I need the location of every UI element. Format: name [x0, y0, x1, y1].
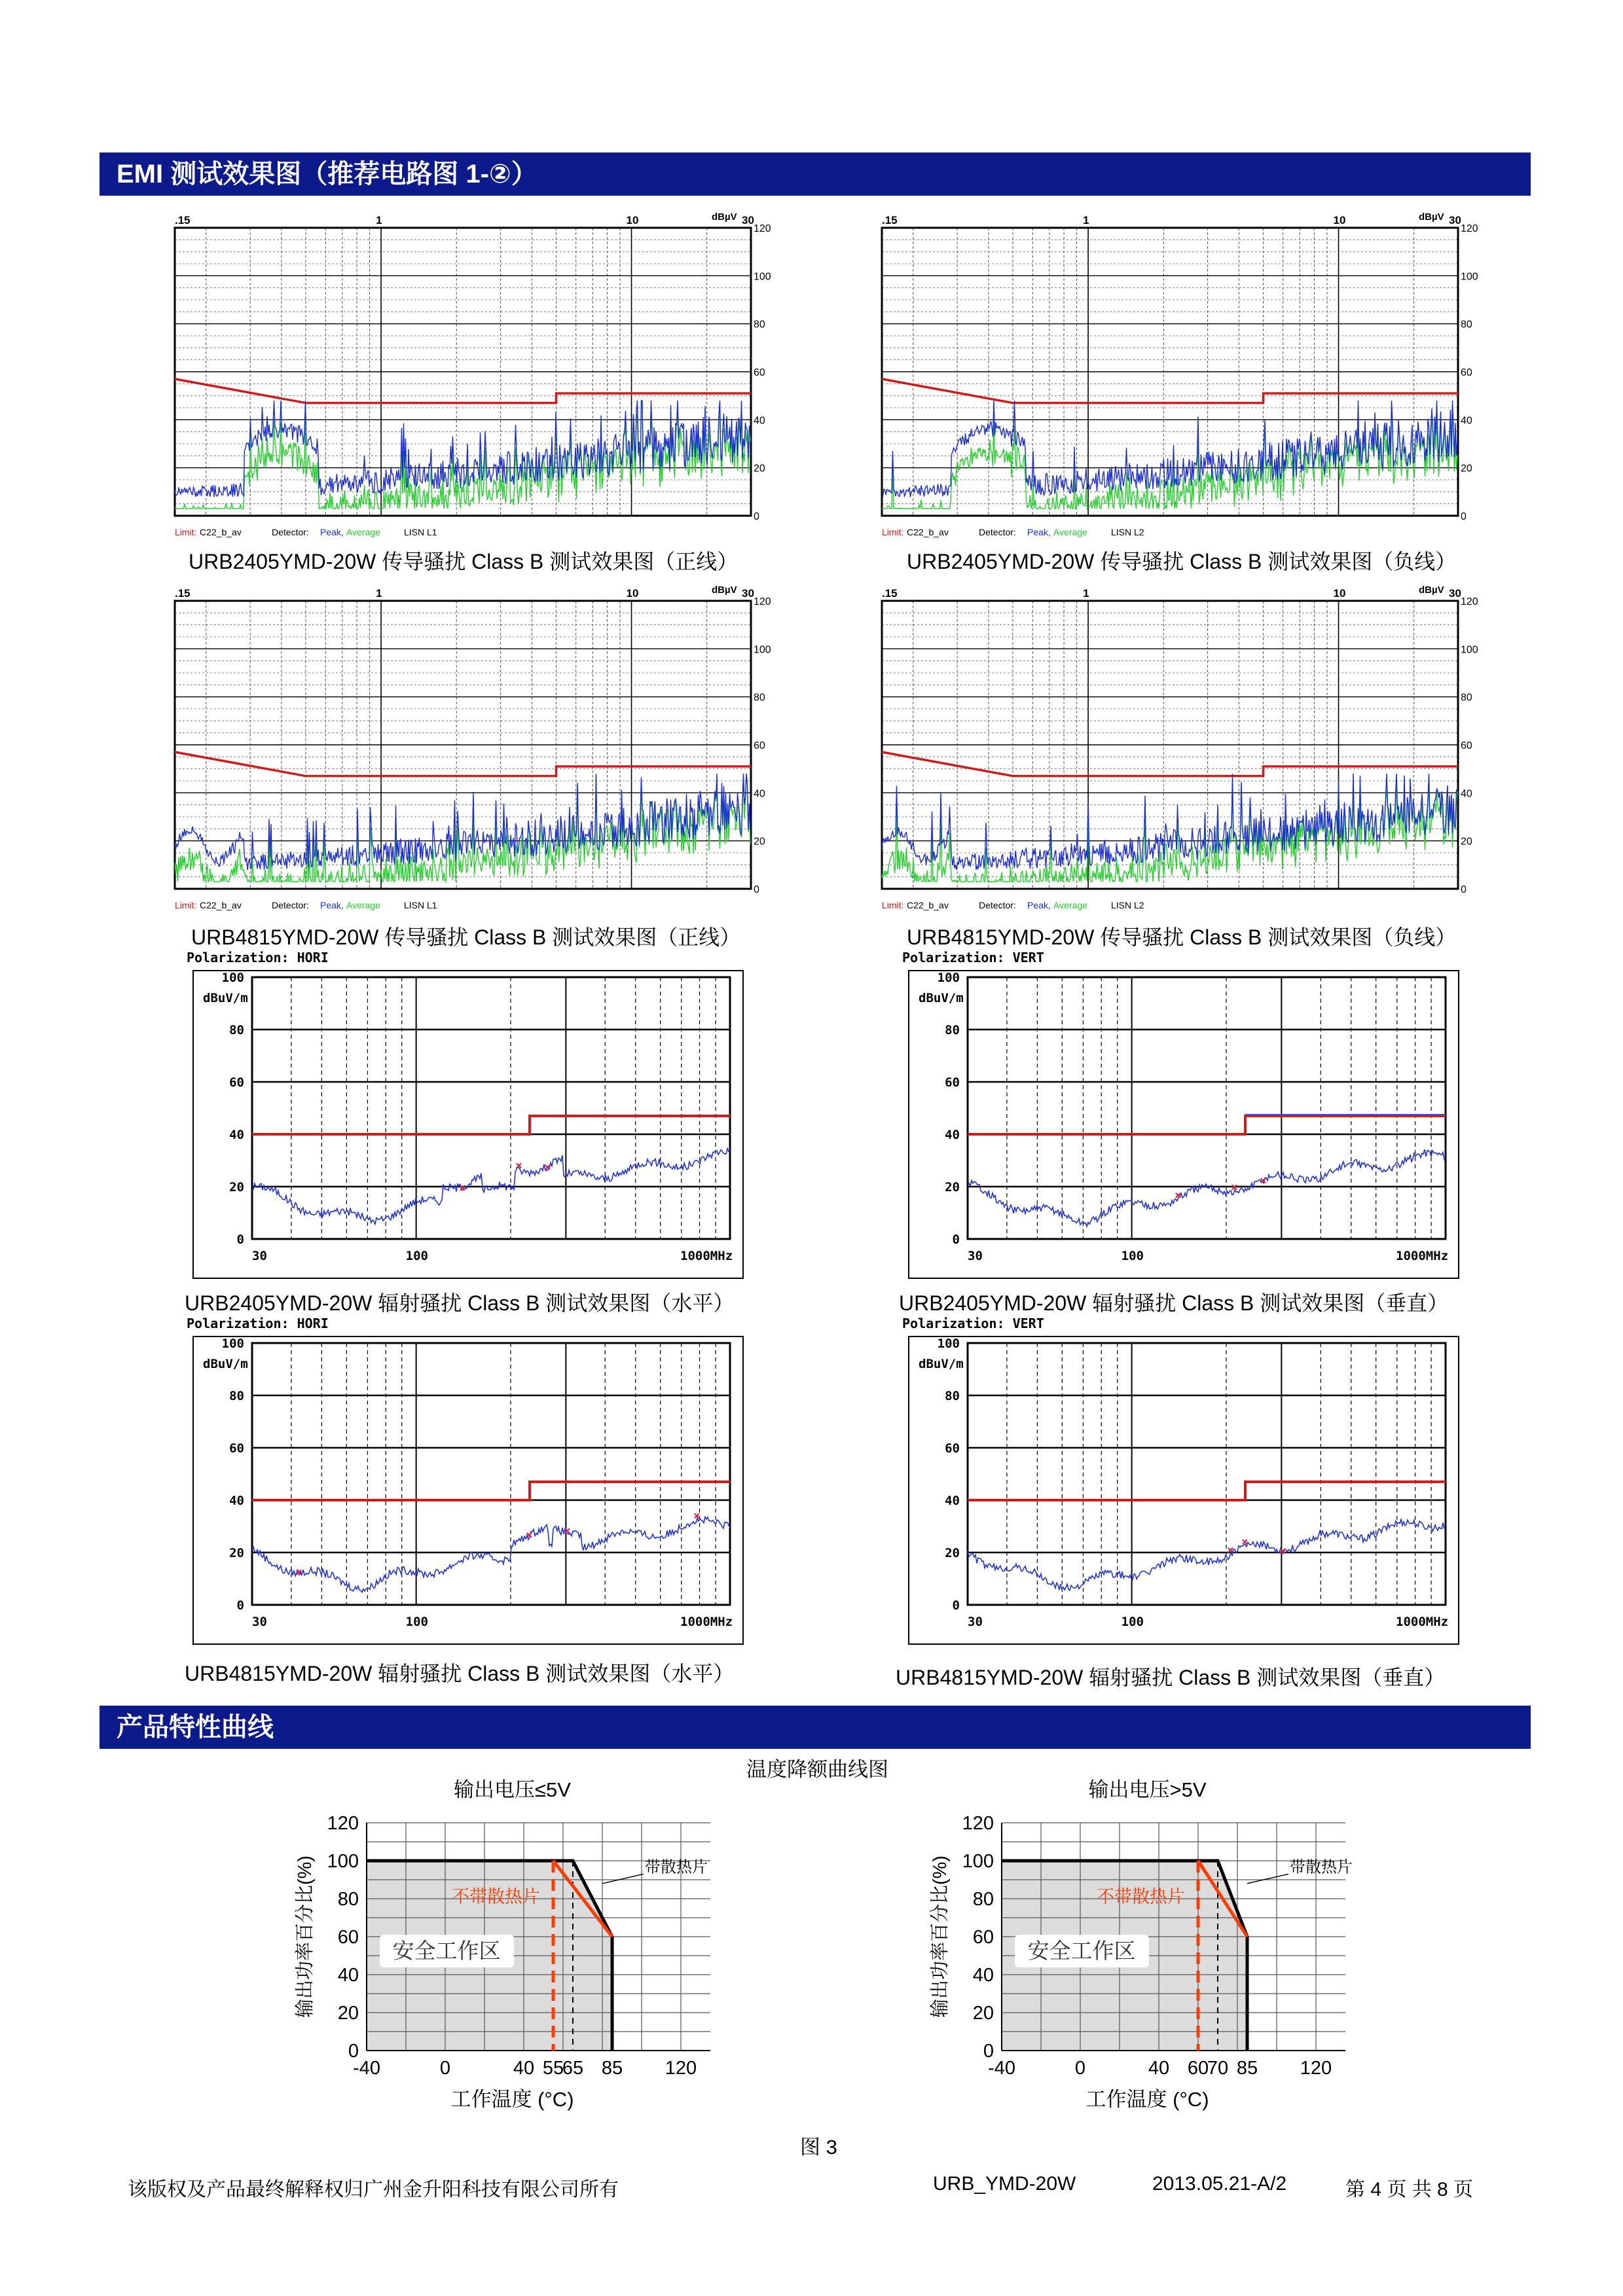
x-tick-label: 85 — [601, 2058, 623, 2079]
y-unit-label: dBuV/m — [203, 991, 248, 1005]
y-tick-label: 60 — [337, 1927, 359, 1948]
emission-trace — [968, 1149, 1446, 1227]
y-tick-label: 100 — [937, 1336, 960, 1351]
y-tick-label: 40 — [1461, 788, 1472, 800]
y-tick-label: 120 — [754, 596, 771, 607]
caption-conducted-4815-positive: URB4815YMD-20W 传导骚扰 Class B 测试效果图（正线） — [191, 925, 741, 949]
y-unit-label: dBµV — [1419, 211, 1444, 223]
y-tick-label: 80 — [945, 1023, 960, 1037]
y-tick-label: 120 — [754, 223, 771, 234]
with-heatsink-label: 带散热片 — [645, 1858, 708, 1876]
y-tick-label: 100 — [754, 271, 771, 283]
y-tick-label: 40 — [972, 1965, 994, 1986]
caption-conducted-4815-negative: URB4815YMD-20W 传导骚扰 Class B 测试效果图（负线） — [907, 925, 1457, 949]
y-unit-label: dBuV/m — [203, 1357, 248, 1371]
curve-section-header — [100, 1706, 1531, 1749]
derating-chart-low-voltage — [282, 1777, 753, 2130]
x-tick-label: 30 — [1449, 587, 1461, 600]
y-tick-label: 60 — [1461, 740, 1472, 751]
y-tick-label: 0 — [952, 1232, 960, 1247]
y-tick-label: 80 — [754, 692, 765, 704]
limit-line — [175, 379, 751, 403]
peak-marker: × — [526, 1528, 533, 1542]
y-tick-label: 20 — [754, 836, 765, 848]
radiated-chart-4815-vertical — [902, 1314, 1465, 1647]
peak-marker: × — [1227, 1543, 1234, 1557]
x-tick-label: 60 — [1187, 2058, 1209, 2079]
y-tick-label: 40 — [754, 788, 765, 800]
peak-marker: × — [1231, 1180, 1238, 1194]
legend-detector: Detector: — [272, 900, 309, 910]
x-tick-label: 30 — [742, 214, 754, 226]
emi-section-header — [100, 152, 1531, 196]
y-tick-label: 80 — [972, 1889, 994, 1910]
legend-peak: Peak, — [320, 900, 344, 910]
y-unit-label: dBµV — [1419, 584, 1444, 596]
x-tick-label: 120 — [665, 2058, 697, 2079]
y-tick-label: 100 — [754, 644, 771, 656]
caption-radiated-2405-horizontal: URB2405YMD-20W 辐射骚扰 Class B 测试效果图（水平） — [185, 1291, 735, 1315]
caption-conducted-2405-positive: URB2405YMD-20W 传导骚扰 Class B 测试效果图（正线） — [189, 550, 739, 573]
y-tick-label: 20 — [945, 1180, 960, 1194]
figure-label: 图 3 — [800, 2136, 837, 2159]
peak-marker: × — [295, 1565, 302, 1579]
y-tick-label: 60 — [229, 1441, 244, 1456]
x-tick-label: 10 — [626, 587, 639, 600]
x-tick-label: 1000MHz — [1396, 1249, 1449, 1263]
peak-marker: × — [1175, 1188, 1182, 1202]
no-heatsink-label: 不带散热片 — [452, 1886, 540, 1907]
radiated-chart-4815-horizontal — [187, 1314, 750, 1647]
y-tick-label: 60 — [754, 367, 765, 378]
x-tick-label: 10 — [1333, 214, 1346, 226]
limit-line — [968, 1482, 1446, 1500]
x-tick-label: 1000MHz — [680, 1615, 733, 1629]
legend-lisn: LISN L2 — [1111, 900, 1144, 910]
emission-trace — [252, 1517, 730, 1592]
y-tick-label: 40 — [1461, 415, 1472, 427]
limit-line — [252, 1116, 730, 1134]
x-tick-label: .15 — [882, 587, 898, 600]
legend-limit: C22_b_av — [907, 900, 949, 910]
y-tick-label: 0 — [754, 511, 759, 522]
peak-marker: × — [564, 1524, 571, 1538]
peak-trace — [175, 774, 750, 870]
y-tick-label: 0 — [983, 2041, 994, 2062]
x-tick-label: 70 — [1207, 2058, 1229, 2079]
y-tick-label: 20 — [972, 2003, 994, 2024]
caption-radiated-2405-vertical: URB2405YMD-20W 辐射骚扰 Class B 测试效果图（垂直） — [899, 1291, 1449, 1315]
y-tick-label: 120 — [962, 1813, 994, 1834]
legend-lisn: LISN L1 — [404, 527, 437, 537]
y-tick-label: 0 — [754, 884, 759, 895]
y-unit-label: dBµV — [712, 211, 737, 223]
y-tick-label: 80 — [754, 319, 765, 331]
x-tick-label: 1 — [1083, 214, 1089, 226]
with-heatsink-pointer — [602, 1874, 644, 1884]
y-unit-label: dBuV/m — [919, 991, 964, 1005]
radiated-chart-2405-horizontal — [187, 948, 750, 1282]
y-tick-label: 0 — [1461, 884, 1467, 895]
legend-limit-prefix: Limit: — [175, 527, 197, 537]
y-tick-label: 40 — [754, 415, 765, 427]
x-tick-label: 100 — [1121, 1615, 1144, 1629]
x-tick-label: 30 — [968, 1615, 983, 1629]
x-axis-label: 工作温度 (°C) — [1085, 2088, 1209, 2111]
x-tick-label: 10 — [1333, 587, 1346, 600]
y-tick-label: 0 — [348, 2041, 359, 2062]
y-tick-label: 60 — [1461, 367, 1472, 378]
footer-page: 第 4 页 共 8 页 — [1345, 2179, 1474, 2200]
polarization-label: Polarization: VERT — [902, 1316, 1044, 1331]
peak-marker: × — [515, 1158, 522, 1173]
y-tick-label: 60 — [945, 1075, 960, 1090]
x-tick-label: 30 — [252, 1249, 267, 1263]
x-tick-label: 100 — [405, 1249, 428, 1263]
x-axis-label: 工作温度 (°C) — [450, 2088, 574, 2111]
y-tick-label: 20 — [337, 2003, 359, 2024]
conducted-chart-2405-negative — [874, 209, 1496, 543]
y-tick-label: 0 — [1461, 511, 1467, 522]
emi-section-title: EMI 测试效果图（推荐电路图 1-②） — [117, 160, 538, 188]
x-tick-label: -40 — [353, 2058, 380, 2079]
x-tick-label: 1000MHz — [1396, 1615, 1449, 1629]
x-tick-label: 40 — [513, 2058, 535, 2079]
y-tick-label: 20 — [229, 1180, 244, 1194]
x-tick-label: 30 — [742, 587, 754, 600]
x-tick-label: 100 — [1121, 1249, 1144, 1263]
safe-zone-label: 安全工作区 — [392, 1939, 501, 1963]
plot-frame — [968, 1343, 1446, 1605]
y-tick-label: 20 — [229, 1546, 244, 1560]
y-tick-label: 20 — [1461, 836, 1472, 848]
peak-marker: × — [693, 1509, 701, 1523]
limit-line — [882, 752, 1458, 776]
x-tick-label: 85 — [1236, 2058, 1258, 2079]
y-tick-label: 120 — [327, 1813, 359, 1834]
polarization-label: Polarization: HORI — [187, 950, 329, 965]
y-tick-label: 20 — [754, 463, 765, 475]
with-heatsink-label: 带散热片 — [1290, 1858, 1353, 1876]
legend-peak: Peak, — [1027, 527, 1051, 537]
derating-chart-high-voltage — [917, 1777, 1388, 2130]
legend-peak: Peak, — [320, 527, 344, 537]
footer-model: URB_YMD-20W — [933, 2173, 1076, 2195]
y-tick-label: 100 — [327, 1851, 359, 1872]
y-tick-label: 60 — [972, 1927, 994, 1948]
peak-trace — [882, 774, 1457, 870]
y-tick-label: 60 — [754, 740, 765, 751]
y-axis-label: 输出功率百分比(%) — [930, 1855, 951, 2018]
caption-radiated-4815-vertical: URB4815YMD-20W 辐射骚扰 Class B 测试效果图（垂直） — [896, 1666, 1446, 1689]
x-tick-label: 10 — [626, 214, 639, 226]
peak-marker: × — [459, 1181, 466, 1195]
x-tick-label: 0 — [439, 2058, 451, 2079]
caption-conducted-2405-negative: URB2405YMD-20W 传导骚扰 Class B 测试效果图（负线） — [907, 550, 1457, 573]
y-tick-label: 120 — [1461, 596, 1478, 607]
x-tick-label: 1 — [376, 587, 382, 600]
legend-limit: C22_b_av — [200, 900, 242, 910]
conducted-chart-4815-negative — [874, 583, 1496, 916]
plot-frame — [252, 977, 730, 1239]
with-heatsink-pointer — [1247, 1874, 1288, 1884]
x-tick-label: 100 — [405, 1615, 428, 1629]
y-tick-label: 20 — [945, 1546, 960, 1560]
peak-marker: × — [1241, 1535, 1249, 1549]
y-tick-label: 60 — [229, 1075, 244, 1090]
conducted-chart-4815-positive — [167, 583, 789, 916]
polarization-label: Polarization: VERT — [902, 950, 1044, 965]
x-tick-label: 40 — [1148, 2058, 1170, 2079]
y-tick-label: 0 — [236, 1598, 244, 1613]
footer-copyright: 该版权及产品最终解释权归广州金升阳科技有限公司所有 — [128, 2179, 619, 2200]
x-tick-label: 65 — [562, 2058, 584, 2079]
y-axis-label: 输出功率百分比(%) — [295, 1855, 316, 2018]
conducted-chart-2405-positive — [167, 209, 789, 543]
legend-limit-prefix: Limit: — [882, 900, 904, 910]
y-tick-label: 20 — [1461, 463, 1472, 475]
x-tick-label: 30 — [968, 1249, 983, 1263]
legend-lisn: LISN L1 — [404, 900, 437, 910]
y-tick-label: 100 — [221, 971, 244, 985]
y-tick-label: 60 — [945, 1441, 960, 1456]
legend-limit: C22_b_av — [907, 527, 949, 537]
y-tick-label: 100 — [962, 1851, 994, 1872]
x-tick-label: 1 — [1083, 587, 1089, 600]
x-tick-label: 30 — [1449, 214, 1461, 226]
limit-line — [252, 1482, 730, 1500]
footer-version: 2013.05.21-A/2 — [1152, 2173, 1287, 2195]
caption-radiated-4815-horizontal: URB4815YMD-20W 辐射骚扰 Class B 测试效果图（水平） — [185, 1662, 735, 1685]
derating-subtitle: 输出电压>5V — [1088, 1778, 1207, 1801]
legend-limit-prefix: Limit: — [882, 527, 904, 537]
plot-frame — [968, 977, 1446, 1239]
legend-detector: Detector: — [979, 527, 1016, 537]
x-tick-label: 1000MHz — [680, 1249, 733, 1263]
emission-trace — [968, 1520, 1446, 1590]
x-tick-label: .15 — [175, 587, 191, 600]
y-tick-label: 120 — [1461, 223, 1478, 234]
legend-peak: Peak, — [1027, 900, 1051, 910]
y-tick-label: 100 — [1461, 644, 1478, 656]
y-unit-label: dBµV — [712, 584, 737, 596]
y-tick-label: 100 — [937, 971, 960, 985]
x-tick-label: 120 — [1300, 2058, 1332, 2079]
x-tick-label: 30 — [252, 1615, 267, 1629]
y-tick-label: 80 — [1461, 319, 1472, 331]
y-tick-label: 100 — [1461, 271, 1478, 283]
y-unit-label: dBuV/m — [919, 1357, 964, 1371]
peak-marker: × — [1279, 1544, 1286, 1558]
no-heatsink-label: 不带散热片 — [1097, 1886, 1185, 1907]
peak-trace — [175, 401, 750, 497]
plot-frame — [252, 1343, 730, 1605]
y-tick-label: 40 — [945, 1128, 960, 1142]
x-tick-label: 55 — [542, 2058, 564, 2079]
derating-main-title: 温度降额曲线图 — [746, 1758, 888, 1781]
derating-subtitle: 输出电压≤5V — [454, 1778, 571, 1801]
x-tick-label: 1 — [376, 214, 382, 226]
limit-line — [882, 379, 1458, 403]
y-tick-label: 40 — [229, 1494, 244, 1508]
legend-detector: Detector: — [979, 900, 1016, 910]
limit-line — [968, 1116, 1446, 1134]
curve-section-title: 产品特性曲线 — [117, 1713, 274, 1742]
y-tick-label: 80 — [229, 1389, 244, 1403]
polarization-label: Polarization: HORI — [187, 1316, 329, 1331]
x-tick-label: .15 — [175, 214, 191, 226]
y-tick-label: 40 — [945, 1494, 960, 1508]
y-tick-label: 100 — [221, 1336, 244, 1351]
limit-line — [175, 752, 751, 776]
y-tick-label: 80 — [945, 1389, 960, 1403]
legend-limit-prefix: Limit: — [175, 900, 197, 910]
legend-lisn: LISN L2 — [1111, 527, 1144, 537]
peak-marker: × — [544, 1160, 551, 1174]
y-tick-label: 80 — [1461, 692, 1472, 704]
legend-average: Average — [1053, 527, 1087, 537]
legend-detector: Detector: — [272, 527, 309, 537]
x-tick-label: .15 — [882, 214, 898, 226]
legend-limit: C22_b_av — [200, 527, 242, 537]
x-tick-label: -40 — [988, 2058, 1015, 2079]
legend-average: Average — [346, 900, 380, 910]
legend-average: Average — [346, 527, 380, 537]
radiated-chart-2405-vertical — [902, 948, 1465, 1282]
y-tick-label: 80 — [337, 1889, 359, 1910]
y-tick-label: 40 — [229, 1128, 244, 1142]
y-tick-label: 80 — [229, 1023, 244, 1037]
safe-zone-label: 安全工作区 — [1027, 1939, 1136, 1963]
y-tick-label: 0 — [952, 1598, 960, 1613]
x-tick-label: 0 — [1074, 2058, 1086, 2079]
legend-average: Average — [1053, 900, 1087, 910]
peak-marker: × — [1260, 1174, 1267, 1188]
y-tick-label: 0 — [236, 1232, 244, 1247]
y-tick-label: 40 — [337, 1965, 359, 1986]
